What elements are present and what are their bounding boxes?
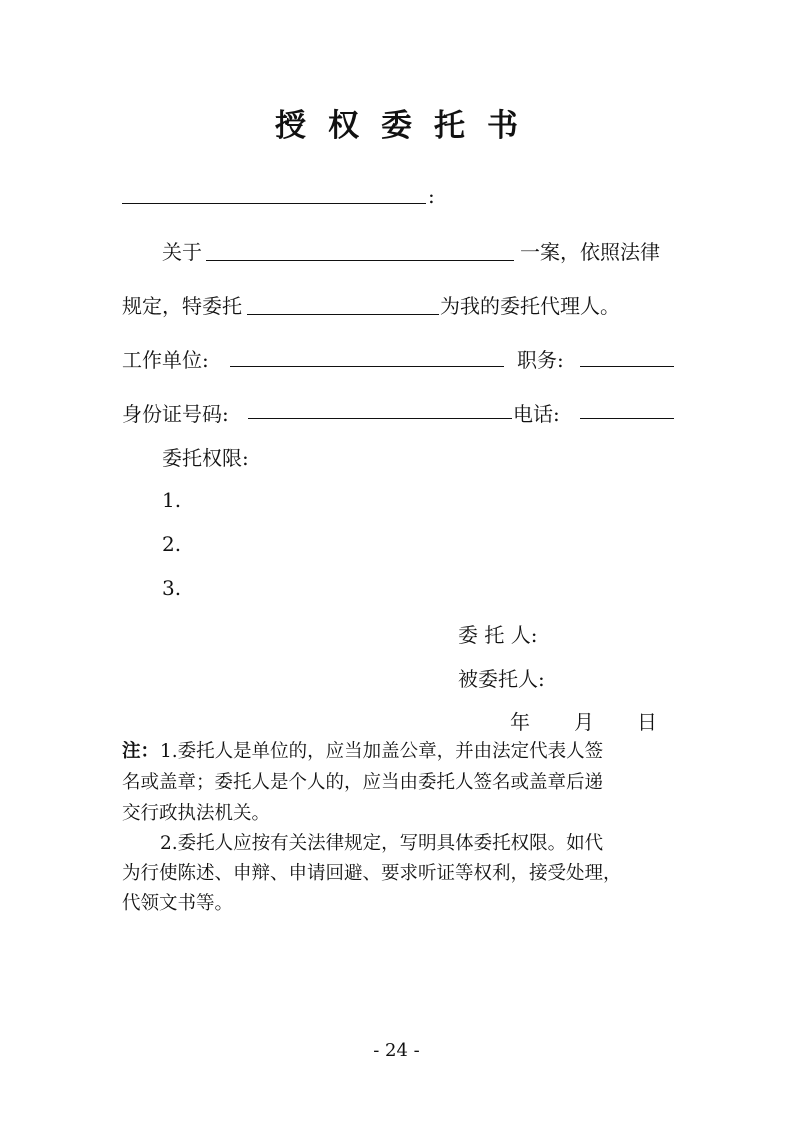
work-unit-label: 工作单位: xyxy=(122,348,209,372)
addressee-colon: : xyxy=(428,184,435,208)
designate-prefix: 规定，特委托 xyxy=(122,294,242,318)
designate-suffix: 为我的委托代理人。 xyxy=(440,294,620,318)
id-number-blank xyxy=(248,418,512,419)
work-unit-blank xyxy=(230,366,504,367)
document-title: 授权委托书 xyxy=(275,108,540,144)
authority-label: 委托权限: xyxy=(162,446,249,470)
note1-line3: 交行政执法机关。 xyxy=(122,803,271,824)
phone-blank xyxy=(580,418,674,419)
position-blank xyxy=(580,366,674,367)
note1-line1: 1.委托人是单位的，应当加盖公章，并由法定代表人签 xyxy=(160,741,604,762)
principal-label: 委 托 人: xyxy=(458,623,538,647)
id-number-label: 身份证号码: xyxy=(122,402,229,426)
agent-label: 被委托人: xyxy=(458,667,545,691)
date-year: 年 xyxy=(510,710,530,734)
case-name-blank xyxy=(206,260,514,261)
regarding-suffix: 一案，依照法律 xyxy=(520,240,660,264)
addressee-blank xyxy=(122,203,426,204)
note2-line2: 为行使陈述、申辩、申请回避、要求听证等权利，接受处理， xyxy=(122,863,622,884)
note1-line2: 名或盖章；委托人是个人的，应当由委托人签名或盖章后递 xyxy=(122,772,604,793)
notes-heading: 注： xyxy=(122,741,160,762)
date-day: 日 xyxy=(637,710,657,734)
authority-item-3: 3. xyxy=(162,576,182,600)
note2-line3: 代领文书等。 xyxy=(122,893,234,914)
authority-item-1: 1. xyxy=(162,488,182,512)
authority-item-2: 2. xyxy=(162,532,182,556)
page-number: - 24 - xyxy=(373,1040,420,1061)
note2-line1: 2.委托人应按有关法律规定，写明具体委托权限。如代 xyxy=(160,833,604,854)
phone-label: 电话: xyxy=(513,402,560,426)
agent-name-blank xyxy=(247,314,439,315)
date-month: 月 xyxy=(574,710,594,734)
position-label: 职务: xyxy=(517,348,564,372)
regarding-prefix: 关于 xyxy=(162,240,202,264)
